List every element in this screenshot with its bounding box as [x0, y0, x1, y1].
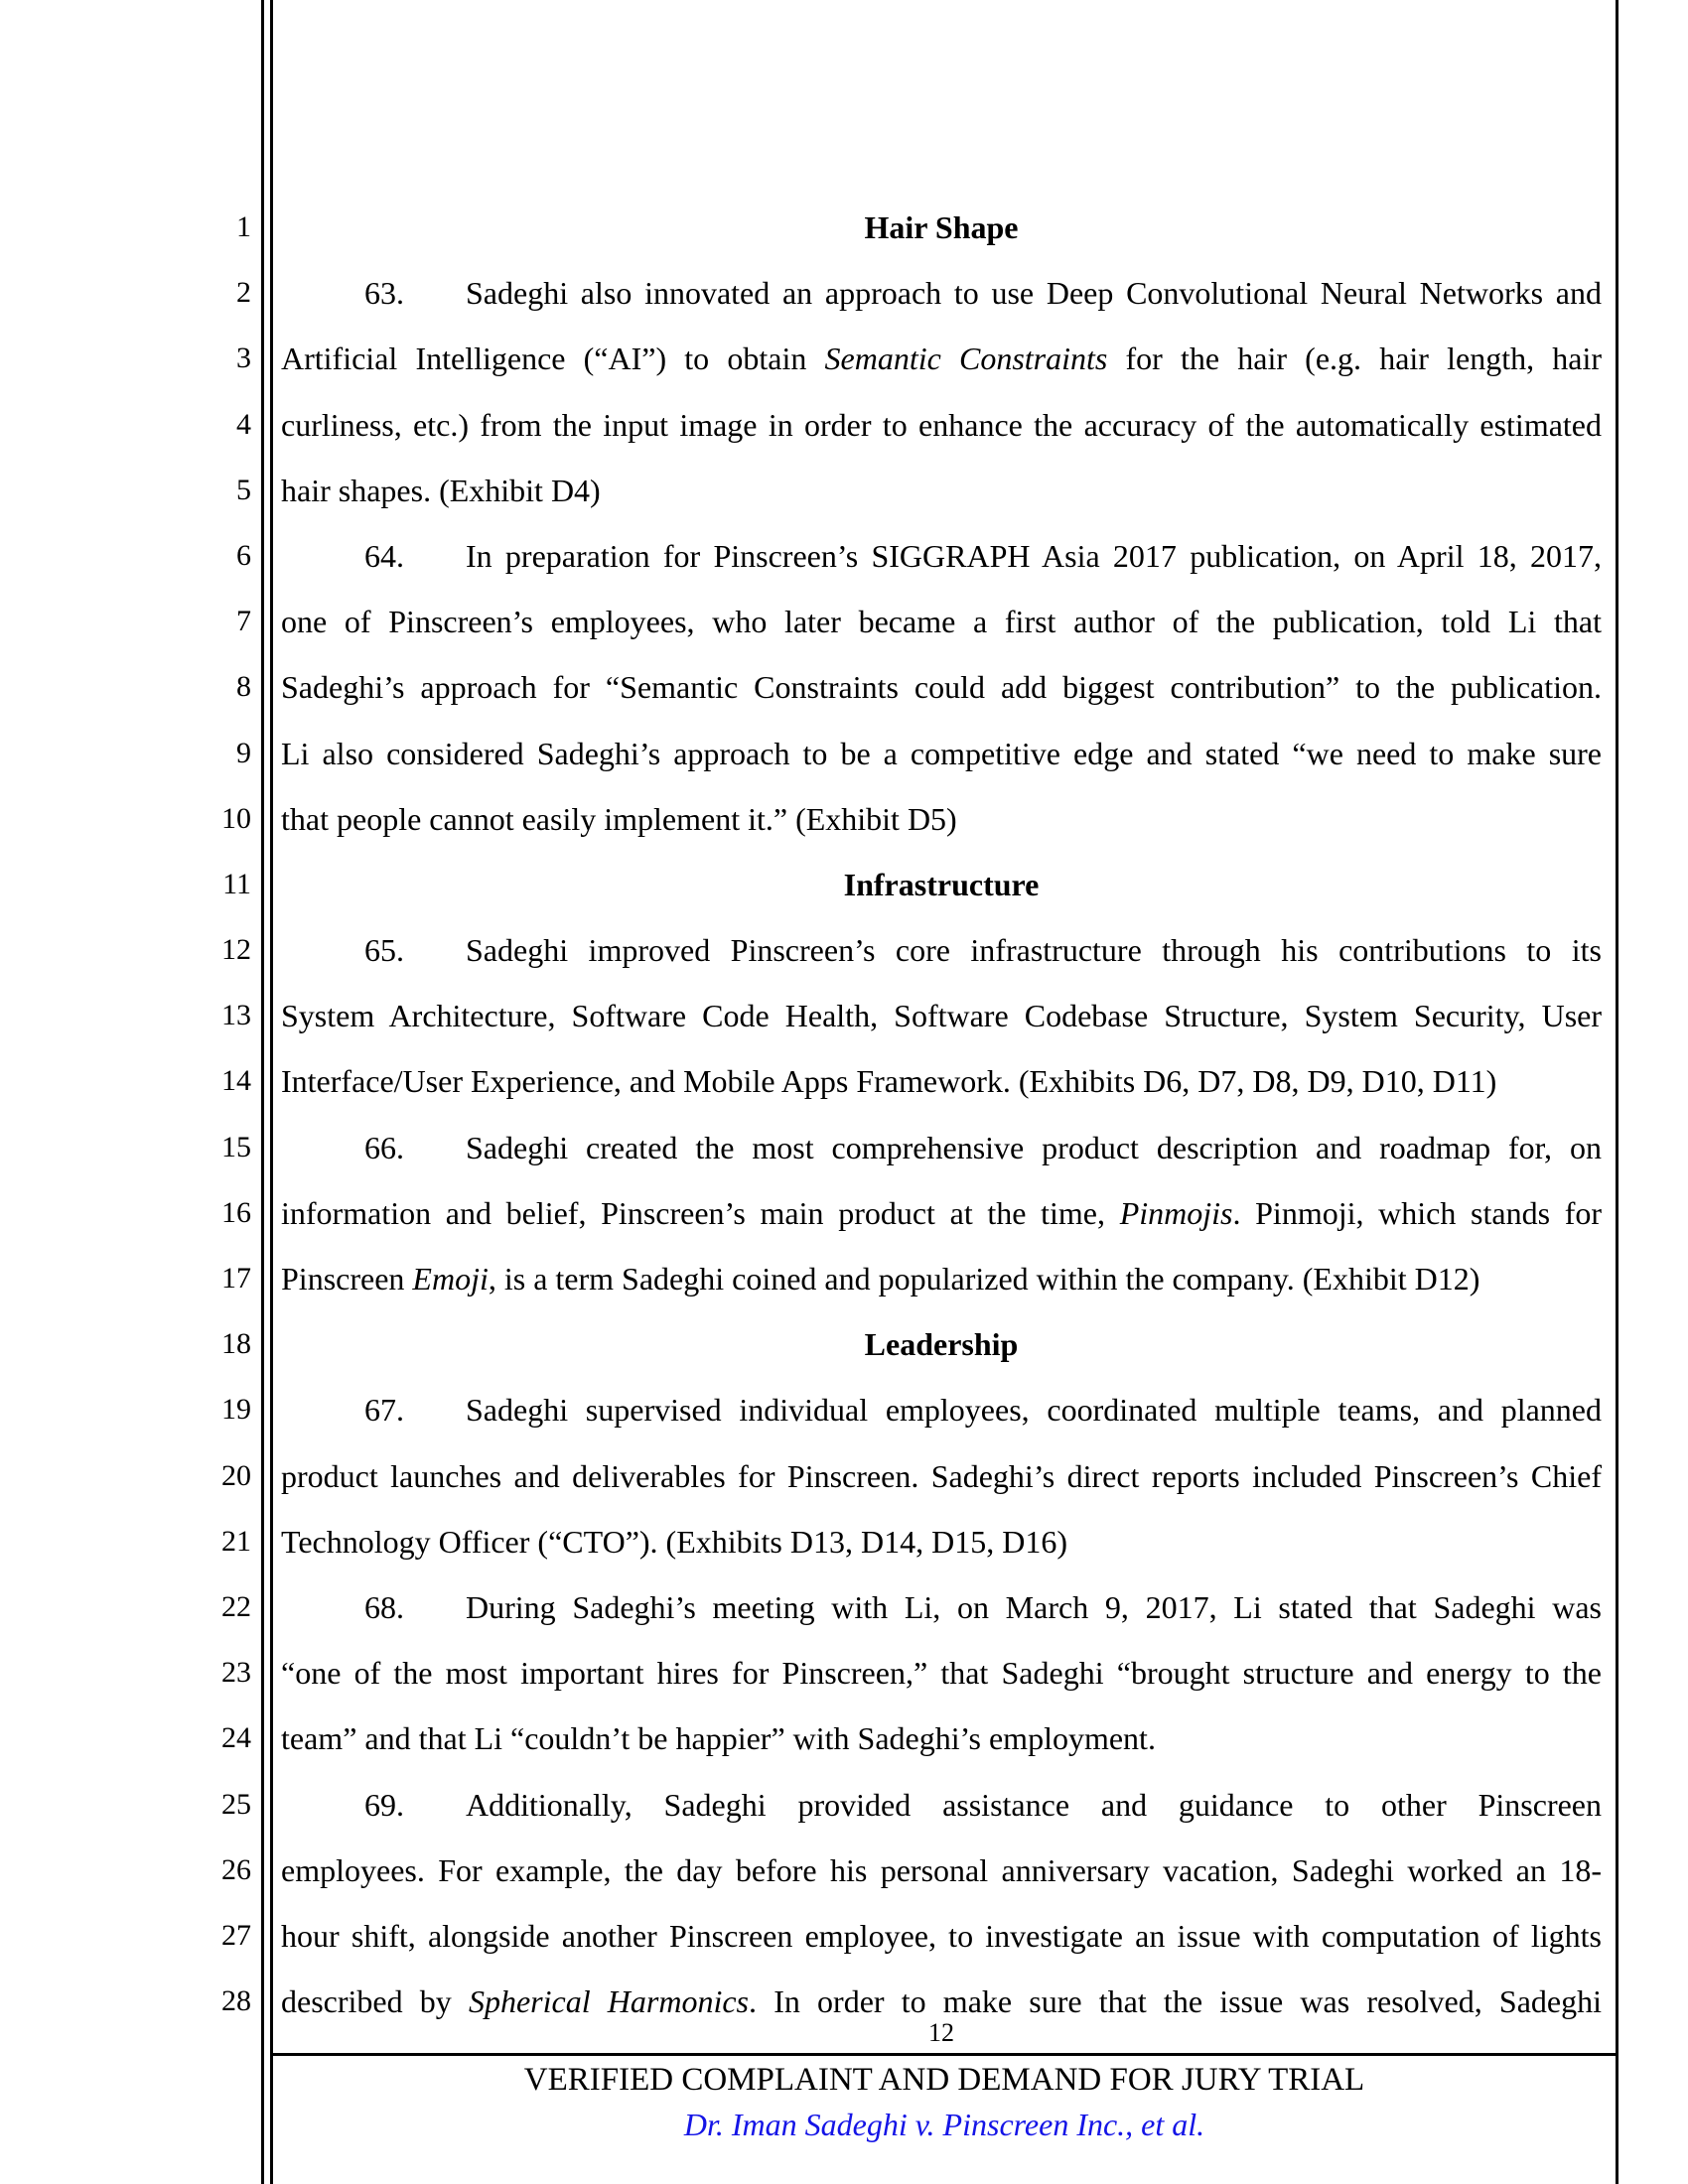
- section-heading-hair-shape: Hair Shape: [864, 209, 1019, 245]
- section-heading-infrastructure: Infrastructure: [843, 866, 1040, 902]
- paragraph-text: for the hair (e.g. hair length, hair: [1107, 341, 1603, 377]
- paragraph-64-line-3: Sadeghi’s approach for “Semantic Constraints could add biggest contribution” to the publication.: [281, 669, 1602, 706]
- paragraph-64-line-4: Li also considered Sadeghi’s approach to be a competitive edge and stated “we need to make sure: [281, 735, 1602, 771]
- footer-case-caption: Dr. Iman Sadeghi v. Pinscreen Inc., et al.: [683, 2107, 1205, 2142]
- paragraph-text: information and belief, Pinscreen’s main product at the time,: [281, 1194, 1120, 1231]
- paragraph-64-line-5: that people cannot easily implement it.” (Exhibit D5): [281, 800, 957, 837]
- paragraph-65-line-3: Interface/User Experience, and Mobile Apps Framework. (Exhibits D6, D7, D8, D9, D10, D11): [281, 1063, 1497, 1100]
- paragraph-69-line-2: employees. For example, the day before his personal anniversary vacation, Sadeghi worked an 18-: [281, 1851, 1602, 1888]
- line-number: 27: [221, 1918, 251, 1952]
- line-number: 21: [221, 1524, 251, 1558]
- line-number: 11: [222, 867, 251, 900]
- paragraph-text: . In order to make sure that the issue was resolved, Sadeghi: [749, 1983, 1603, 2020]
- line-number: 28: [221, 1984, 251, 2018]
- document-body: [281, 195, 1602, 2034]
- paragraph-64-line-2: one of Pinscreen’s employees, who later became a first author of the publication, told Li that: [281, 604, 1602, 640]
- paragraph-text: Pinscreen: [281, 1261, 413, 1297]
- paragraph-number: 69.: [364, 1786, 404, 1823]
- line-number: 24: [221, 1721, 251, 1755]
- footer-divider-rule: [272, 2053, 1616, 2056]
- line-number: 8: [236, 670, 251, 704]
- line-number: 12: [221, 933, 251, 967]
- italic-term-spherical-harmonics: Spherical Harmonics: [468, 1983, 750, 2020]
- line-number: 17: [221, 1262, 251, 1295]
- line-number: 3: [236, 341, 251, 375]
- line-number: 4: [236, 407, 251, 441]
- line-number-gutter: [194, 195, 251, 2034]
- line-number: 20: [221, 1458, 251, 1492]
- line-number: 16: [221, 1195, 251, 1229]
- line-number: 10: [221, 801, 251, 835]
- paragraph-text: Sadeghi supervised individual employees, coordinated multiple teams, and planned: [466, 1392, 1602, 1429]
- left-margin-rule-inner: [270, 0, 273, 2184]
- italic-term-emoji: Emoji: [412, 1261, 489, 1297]
- italic-term-semantic-constraints: Semantic Constraints: [824, 341, 1108, 377]
- line-number: 13: [221, 999, 251, 1032]
- paragraph-66-line-3: [281, 1246, 1602, 1311]
- paragraph-67-line-3: Technology Officer (“CTO”). (Exhibits D13, D14, D15, D16): [281, 1523, 1067, 1560]
- paragraph-text: Sadeghi created the most comprehensive product description and roadmap for, on: [466, 1129, 1602, 1165]
- footer-document-title: VERIFIED COMPLAINT AND DEMAND FOR JURY TRIAL: [523, 2062, 1365, 2098]
- left-margin-rule-outer: [261, 0, 264, 2184]
- paragraph-69-line-1: [281, 1772, 1602, 1838]
- page-number: 12: [928, 2018, 954, 2047]
- paragraph-text: described by: [281, 1983, 469, 2020]
- paragraph-68-line-1: [281, 1574, 1602, 1640]
- paragraph-number: 64.: [364, 537, 404, 574]
- line-number: 6: [236, 538, 251, 572]
- line-number: 19: [221, 1393, 251, 1427]
- paragraph-64-line-1: [281, 523, 1602, 589]
- paragraph-text: Additionally, Sadeghi provided assistance and guidance to other Pinscreen: [466, 1786, 1602, 1823]
- line-number: 2: [236, 276, 251, 310]
- line-number: 1: [236, 210, 251, 243]
- paragraph-66-line-2: [281, 1180, 1602, 1246]
- line-number: 25: [221, 1787, 251, 1821]
- paragraph-69-line-3: hour shift, alongside another Pinscreen employee, to investigate an issue with computation of lights: [281, 1917, 1602, 1954]
- paragraph-text: Sadeghi improved Pinscreen’s core infrastructure through his contributions to its: [466, 932, 1602, 969]
- line-number: 7: [236, 605, 251, 638]
- paragraph-63-line-3: curliness, etc.) from the input image in order to enhance the accuracy of the automatically estimated: [281, 406, 1602, 443]
- paragraph-number: 66.: [364, 1129, 404, 1165]
- paragraph-63-line-1: [281, 260, 1602, 326]
- italic-term-pinmojis: Pinmojis: [1119, 1194, 1233, 1231]
- right-margin-rule: [1616, 0, 1618, 2184]
- paragraph-67-line-2: product launches and deliverables for Pinscreen. Sadeghi’s direct reports included Pinscreen’s Chief: [281, 1457, 1602, 1494]
- paragraph-text: . Pinmoji, which stands for: [1232, 1194, 1603, 1231]
- paragraph-65-line-1: [281, 917, 1602, 983]
- line-number: 22: [221, 1589, 251, 1623]
- paragraph-63-line-4: hair shapes. (Exhibit D4): [281, 472, 601, 508]
- line-number: 26: [221, 1852, 251, 1886]
- paragraph-67-line-1: [281, 1377, 1602, 1442]
- line-number: 18: [221, 1327, 251, 1361]
- paragraph-text: During Sadeghi’s meeting with Li, on March 9, 2017, Li stated that Sadeghi was: [466, 1588, 1602, 1625]
- paragraph-text: In preparation for Pinscreen’s SIGGRAPH Asia 2017 publication, on April 18, 2017,: [466, 537, 1602, 574]
- line-number: 14: [221, 1064, 251, 1098]
- paragraph-text: Sadeghi also innovated an approach to use Deep Convolutional Neural Networks and: [466, 275, 1602, 312]
- line-number: 15: [221, 1130, 251, 1163]
- paragraph-66-line-1: [281, 1115, 1602, 1180]
- paragraph-number: 63.: [364, 275, 404, 312]
- section-heading-leadership: Leadership: [864, 1326, 1019, 1363]
- paragraph-number: 68.: [364, 1588, 404, 1625]
- line-number: 5: [236, 473, 251, 506]
- paragraph-number: 67.: [364, 1392, 404, 1429]
- paragraph-number: 65.: [364, 932, 404, 969]
- paragraph-text: , is a term Sadeghi coined and popularized within the company. (Exhibit D12): [488, 1261, 1480, 1297]
- paragraph-63-line-2: [281, 326, 1602, 391]
- line-number: 9: [236, 736, 251, 769]
- paragraph-65-line-2: System Architecture, Software Code Health, Software Codebase Structure, System Security, User: [281, 998, 1602, 1034]
- line-number: 23: [221, 1656, 251, 1690]
- paragraph-68-line-3: team” and that Li “couldn’t be happier” with Sadeghi’s employment.: [281, 1720, 1156, 1757]
- paragraph-text: Artificial Intelligence (“AI”) to obtain: [281, 341, 825, 377]
- paragraph-68-line-2: “one of the most important hires for Pinscreen,” that Sadeghi “brought structure and energy to the: [281, 1655, 1602, 1692]
